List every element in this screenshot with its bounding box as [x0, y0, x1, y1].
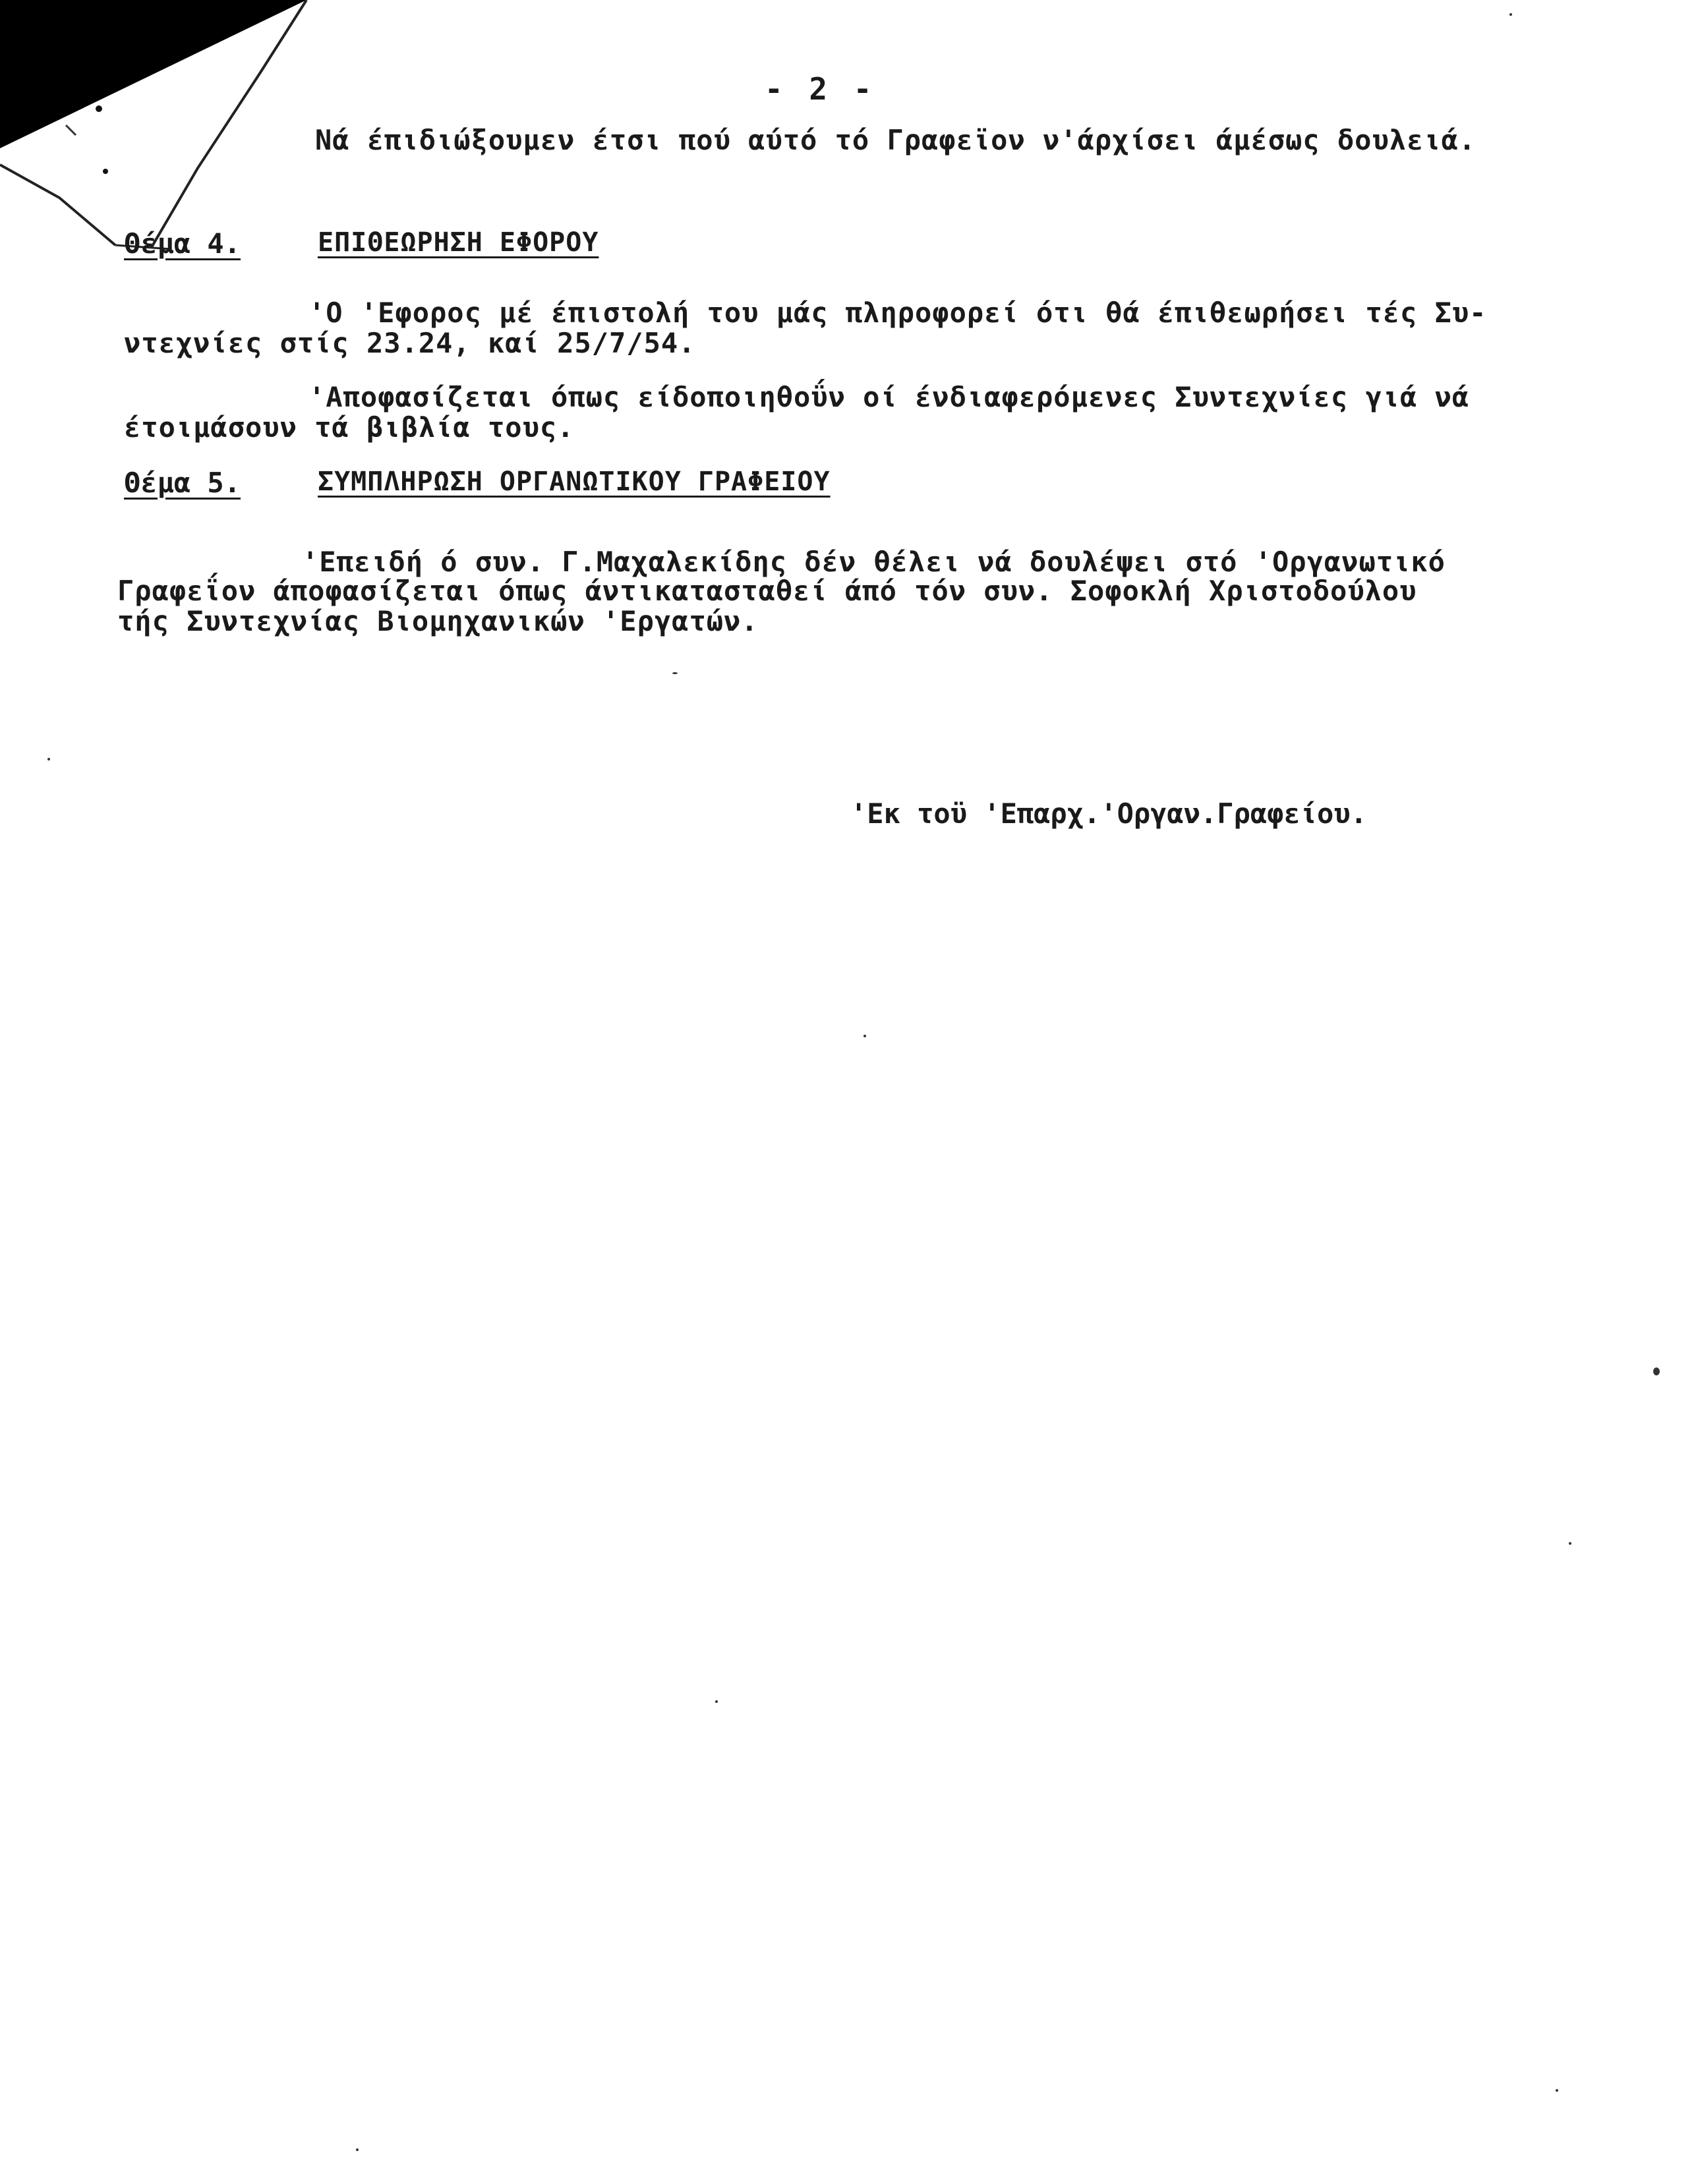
scan-speck	[1653, 1367, 1660, 1375]
topic-4-label: Θέμα 4.	[124, 227, 241, 260]
topic-5-paragraph-1-line-2: Γραφεΐον άποφασίζεται όπως άντικατασταθεί άπό τόν συν. Σοφοκλή Χριστοδούλου	[117, 575, 1417, 607]
scan-speck	[356, 2148, 359, 2151]
intro-line: Νά έπιδιώξουμεν έτσι πού αύτό τό Γραφεϊον ν'άρχίσει άμέσως δουλειά.	[315, 124, 1477, 156]
scan-speck	[1569, 1542, 1571, 1545]
topic-4-title: ΕΠΙΘΕΩΡΗΣΗ ΕΦΟΡΟΥ	[318, 227, 599, 258]
topic-5-title: ΣΥΜΠΛΗΡΩΣΗ ΟΡΓΑΝΩΤΙΚΟΥ ΓΡΑΦΕΙΟΥ	[318, 467, 831, 497]
scan-speck	[1509, 13, 1512, 16]
scan-speck	[47, 758, 50, 761]
page-number: - 2 -	[765, 71, 876, 107]
topic-5-paragraph-1-line-3: τής Συντεχνίας Βιομηχανικών 'Εργατών.	[117, 605, 759, 637]
scan-speck	[715, 1700, 718, 1703]
scan-speck	[672, 672, 678, 674]
scan-speck	[863, 1035, 866, 1037]
topic-4-paragraph-1-line-1: 'Ο 'Εφορος μέ έπιστολή του μάς πληροφορεί ότι θά έπιθεωρήσει τές Συ-	[308, 297, 1487, 329]
topic-5-label: Θέμα 5.	[124, 467, 241, 499]
topic-4-paragraph-1-line-2: ντεχνίες στίς 23.24, καί 25/7/54.	[124, 327, 696, 359]
topic-4-paragraph-2-line-2: έτοιμάσουν τά βιβλία τους.	[124, 411, 575, 444]
signature-block: 'Εκ τοϋ 'Επαρχ.'Οργαν.Γραφείου.	[850, 797, 1367, 830]
topic-5-paragraph-1-line-1: 'Επειδή ό συν. Γ.Μαχαλεκίδης δέν θέλει νά δουλέψει στό 'Οργανωτικό	[302, 546, 1446, 578]
scan-speck	[1556, 2089, 1558, 2092]
topic-4-paragraph-2-line-1: 'Αποφασίζεται όπως είδοποιηθοΰν οί ένδιαφερόμενες Συντεχνίες γιά νά	[308, 381, 1470, 413]
